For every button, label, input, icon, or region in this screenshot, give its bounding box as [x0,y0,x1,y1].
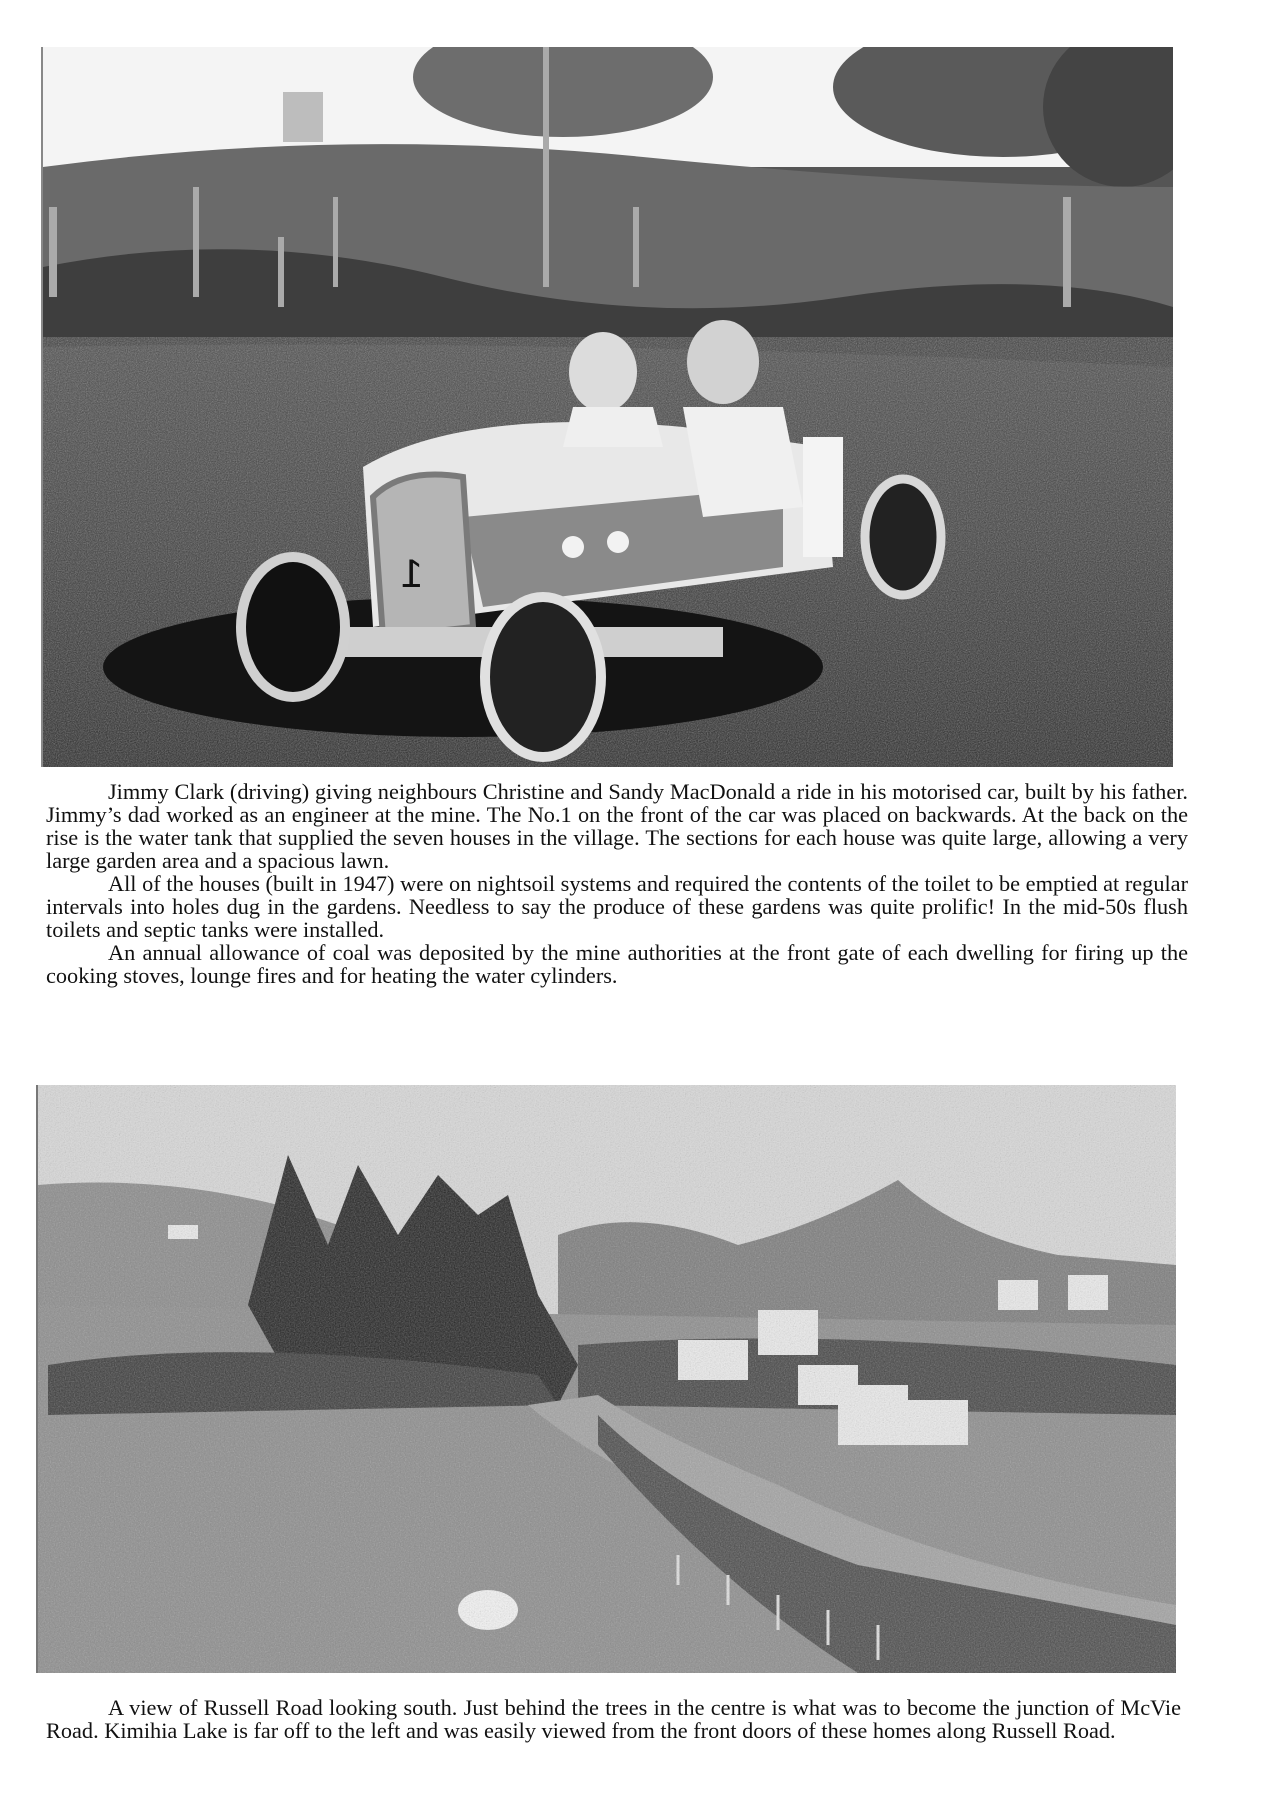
car-porthole [607,531,629,553]
child-driver-body [563,407,663,447]
caption-paragraph: A view of Russell Road looking south. Just behind the trees in the centre is what was to become the junction of McVie Road. Kimihia Lake is far off to the left and was easily viewed from the front doors of these homes along Russell Road. [46,1695,1181,1743]
caption-paragraph: Jimmy Clark (driving) giving neighbours Christine and Sandy MacDonald a ride in his motorised car, built by his father. Jimmy’s dad worked as an engineer at the mine. The No.1 on the front of the car was placed on backwards. At the back on the rise is the water tank that supplied the seven houses in the village. The sections for each house was quite large, allowing a very large garden area and a spacious lawn. [46,779,1188,873]
child-passenger-body [683,407,803,517]
photo-children-in-car [41,47,1173,767]
caption-car-photo [46,780,1188,987]
water-tank [283,92,323,142]
car-seat-back [803,437,843,557]
child-driver-head [569,332,637,412]
photo-road-scene [38,1085,1176,1673]
child-passenger-head [687,320,759,404]
wheel-front-right [485,597,601,757]
photo-russell-road [36,1085,1176,1673]
car-number: 1 [400,552,423,596]
wheel-rear [865,479,941,595]
caption-paragraph: An annual allowance of coal was deposited by the mine authorities at the front gate of each dwelling for firing up the cooking stoves, lounge fires and for heating the water cylinders. [46,940,1188,988]
caption-paragraph: All of the houses (built in 1947) were on nightsoil systems and required the contents of the toilet to be emptied at regular intervals into holes dug in the gardens. Needless to say the produce of these gardens was quite prolific! In the mid-50s flush toilets and septic tanks were installed. [46,871,1188,942]
caption-road-photo [46,1696,1181,1742]
car-porthole [562,536,584,558]
wheel-front-left [241,557,345,697]
photo-car-scene [43,47,1173,767]
